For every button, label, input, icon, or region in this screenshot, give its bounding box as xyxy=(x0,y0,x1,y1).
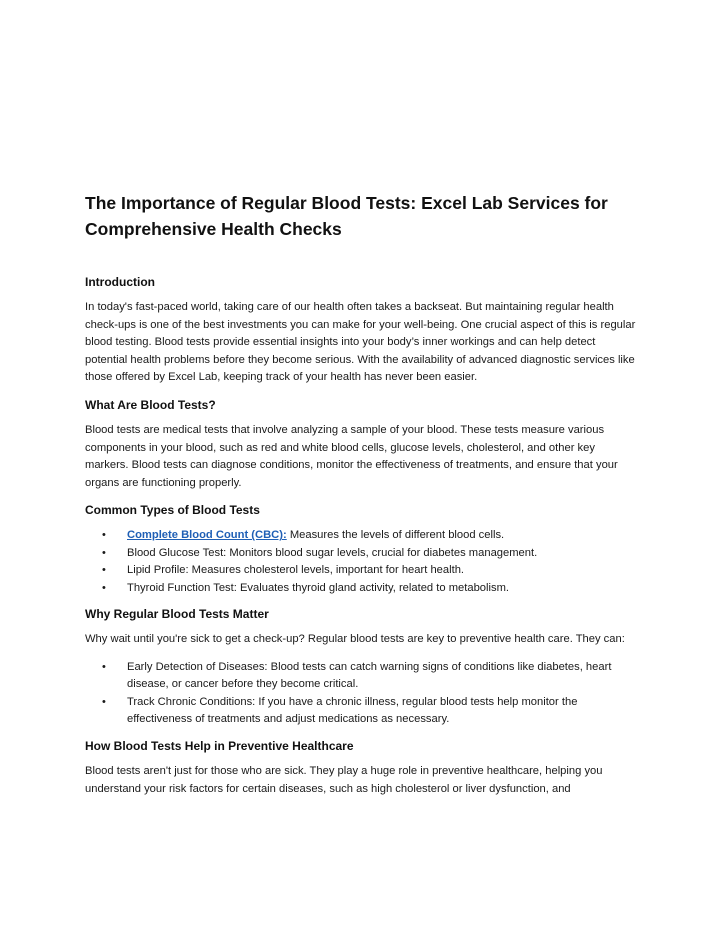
list-item-text: Lipid Profile: Measures cholesterol levels, important for heart health. xyxy=(127,564,465,577)
list-item xyxy=(85,580,640,598)
section-heading-common-types: Common Types of Blood Tests xyxy=(85,503,260,518)
list-item-text: Thyroid Function Test: Evaluates thyroid gland activity, related to metabolism. xyxy=(127,581,510,594)
bullet-icon: • xyxy=(102,564,106,577)
list-item-text: Blood Glucose Test: Monitors blood sugar levels, crucial for diabetes management. xyxy=(127,546,538,559)
section-heading-introduction: Introduction xyxy=(85,275,155,289)
list-item xyxy=(85,545,640,563)
common-types-list xyxy=(85,527,640,597)
document-title: The Importance of Regular Blood Tests: Excel Lab Services for Comprehensive Health Checks xyxy=(85,193,608,239)
cbc-link[interactable]: Complete Blood Count (CBC): xyxy=(127,529,287,542)
section-heading-what-are-blood-tests: What Are Blood Tests? xyxy=(85,397,216,412)
list-item xyxy=(85,527,640,545)
bullet-icon: • xyxy=(102,546,106,559)
why-regular-tests-list xyxy=(85,659,640,729)
section-heading-why-regular-tests: Why Regular Blood Tests Matter xyxy=(85,607,269,622)
list-item-text: Track Chronic Conditions: If you have a chronic illness, regular blood tests help monitor the effectiveness of treatments and adjust medications as necessary. xyxy=(127,695,578,726)
list-item xyxy=(85,659,640,694)
why-regular-tests-paragraph: Why wait until you're sick to get a check-up? Regular blood tests are key to preventive health care. They can: xyxy=(85,633,625,646)
introduction-paragraph: In today's fast-paced world, taking care of our health often takes a backseat. But maintaining regular health check-ups is one of the best investments you can make for your well-being. One crucial aspect of this is regular blood testing. Blood tests provide essential insights into your body’s inner workings and can help detect potential health problems before they become serious. With the availability of advanced diagnostic services like those offered by Excel Lab, keeping track of your health has never been easier. xyxy=(85,301,636,384)
section-heading-preventive-healthcare: How Blood Tests Help in Preventive Healthcare xyxy=(85,738,354,753)
list-item-text: Measures the levels of different blood cells. xyxy=(286,529,505,542)
list-item xyxy=(85,562,640,580)
what-are-blood-tests-paragraph: Blood tests are medical tests that involve analyzing a sample of your blood. These tests measure various components in your blood, such as red and white blood cells, glucose levels, cholesterol, and other key markers. Blood tests can diagnose conditions, monitor the effectiveness of treatments, and ensure that your organs are functioning properly. xyxy=(85,423,618,489)
bullet-icon: • xyxy=(102,660,106,673)
bullet-icon: • xyxy=(102,695,106,708)
list-item-text: Early Detection of Diseases: Blood tests can catch warning signs of conditions like diabetes, heart disease, or cancer before they become critical. xyxy=(127,660,612,691)
bullet-icon: • xyxy=(102,581,106,594)
bullet-icon: • xyxy=(102,529,106,542)
list-item xyxy=(85,694,640,729)
preventive-healthcare-paragraph: Blood tests aren't just for those who are sick. They play a huge role in preventive healthcare, helping you understand your risk factors for certain diseases, such as high cholesterol or liver dysfunction, and xyxy=(85,764,603,795)
